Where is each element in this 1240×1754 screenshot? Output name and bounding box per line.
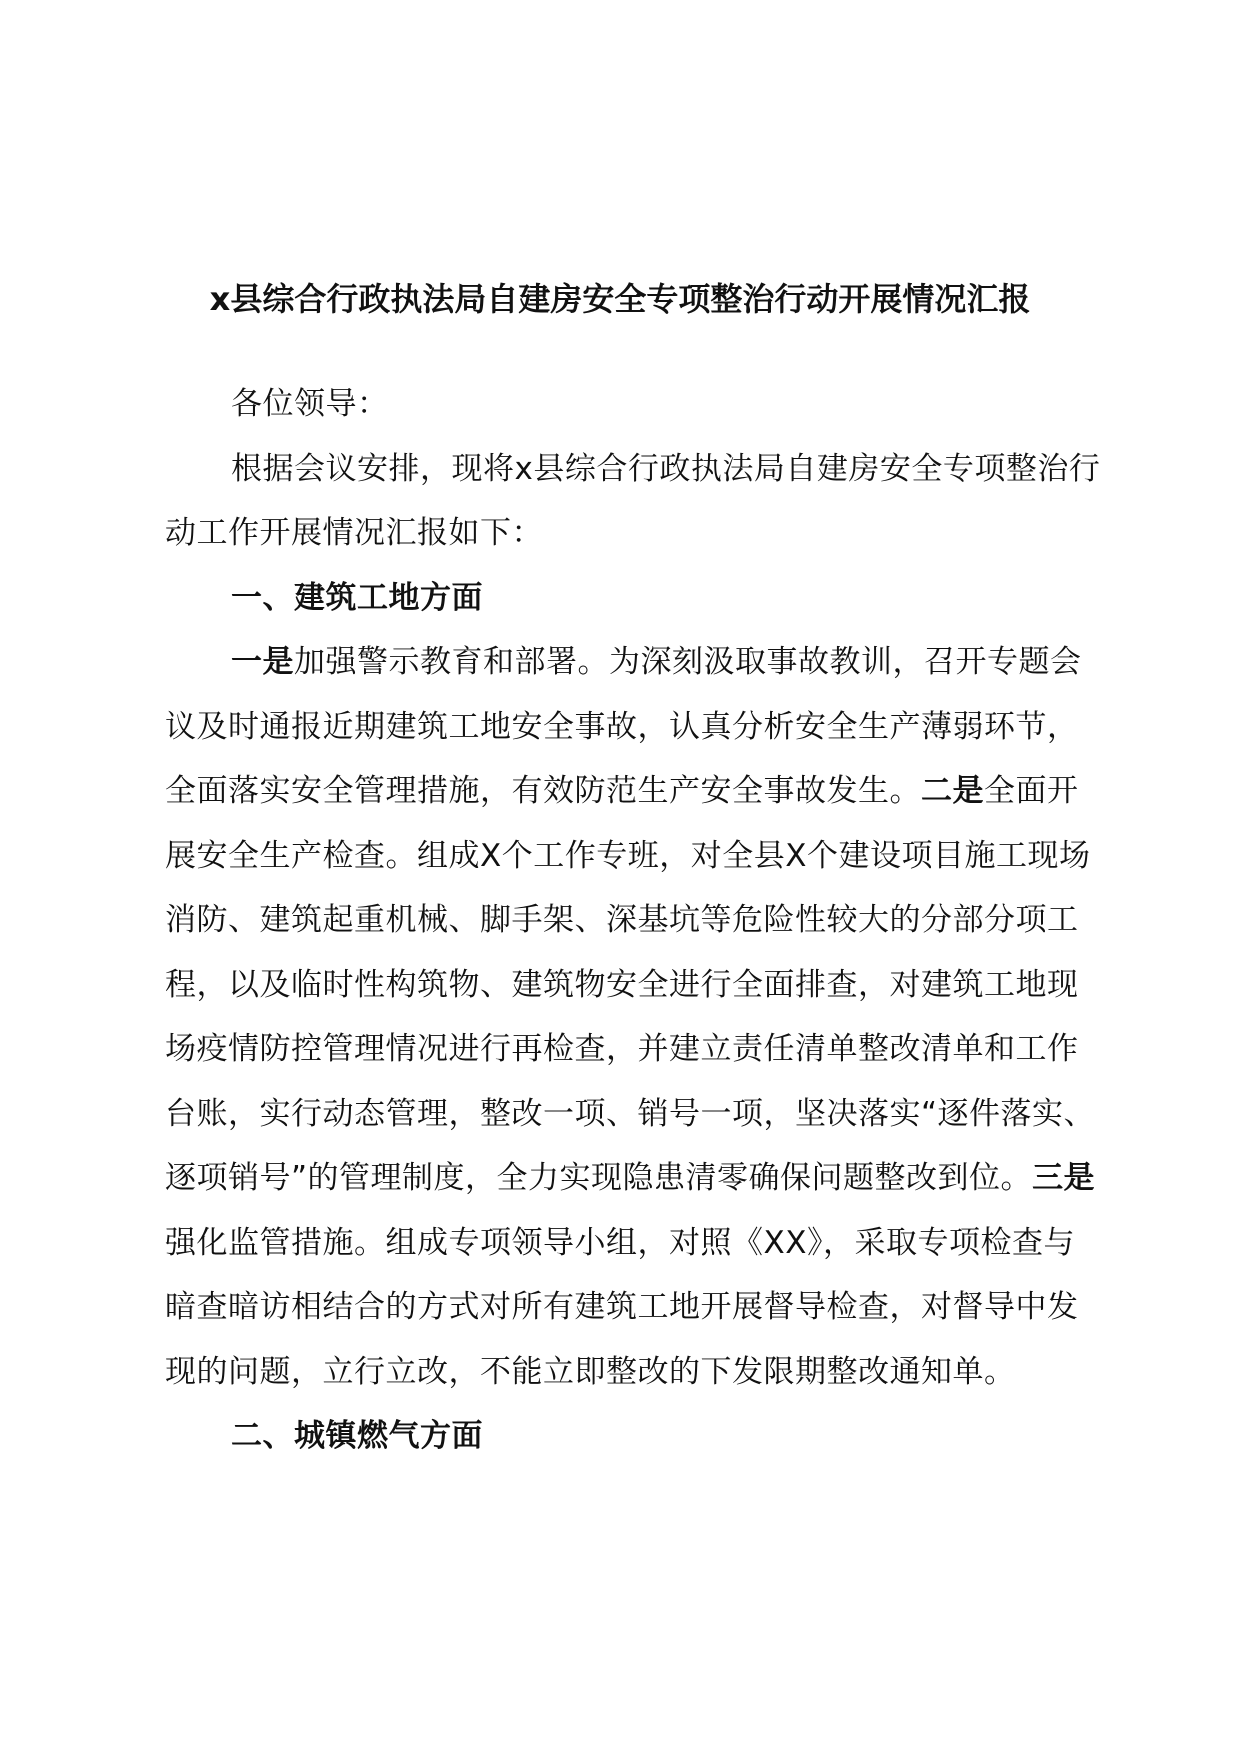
- point-text-1: 加强警示教育和部署。为深刻汲取事故教训，召开专题会议及时通报近期建筑工地安全事故，认真分析安全生产薄弱环节，全面落实安全管理措施，有效防范生产安全事故发生。: [165, 644, 1082, 809]
- section-heading-construction: 一、建筑工地方面: [231, 579, 483, 616]
- salutation: 各位领导：: [231, 386, 389, 422]
- point-label-2: 二是: [921, 773, 984, 809]
- intro-paragraph: 根据会议安排，现将x县综合行政执法局自建房安全专项整治行动工作开展情况汇报如下：: [165, 450, 1101, 551]
- document-body: [165, 372, 1105, 1469]
- section-paragraph-construction: [165, 630, 1105, 1404]
- point-text-2: 全面开展安全生产检查。组成X个工作专班，对全县X个建设项目施工现场消防、建筑起重机械、脚手架、深基坑等危险性较大的分部分项工程，以及临时性构筑物、建筑物安全进行全面排查，对建筑工地现场疫情防控管理情况进行再检查，并建立责任清单整改清单和工作台账，实行动态管理，整改一项、销号一项，坚决落实“逐件落实、逐项销号”的管理制度，全力实现隐患清零确保问题整改到位。: [165, 773, 1096, 1196]
- point-label-1: 一是: [231, 644, 294, 680]
- point-text-3: 强化监管措施。组成专项领导小组，对照《XX》，采取专项检查与暗查暗访相结合的方式对所有建筑工地开展督导检查，对督导中发现的问题，立行立改，不能立即整改的下发限期整改通知单。: [165, 1224, 1079, 1390]
- point-label-3: 三是: [1032, 1160, 1096, 1196]
- document-title: x县综合行政执法局自建房安全专项整治行动开展情况汇报: [209, 280, 1031, 318]
- section-heading-gas: 二、城镇燃气方面: [231, 1418, 483, 1454]
